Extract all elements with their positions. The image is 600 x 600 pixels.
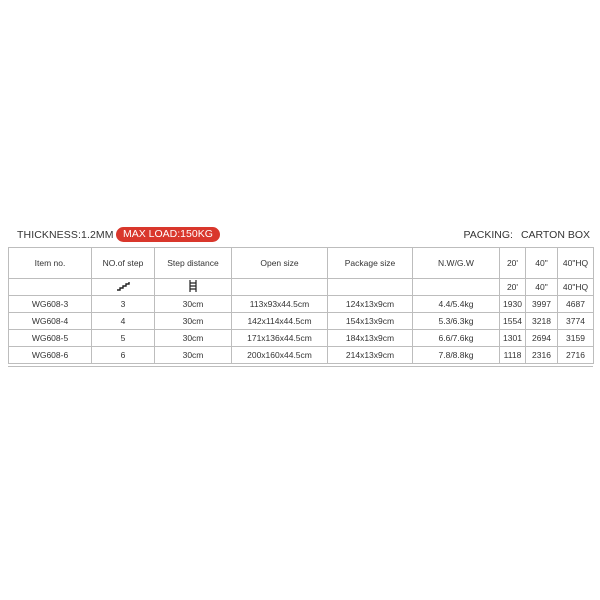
- icon-row-cell: 20': [500, 279, 526, 296]
- divider: [8, 366, 593, 367]
- table-row: [9, 313, 594, 330]
- header-cell: N.W/G.W: [413, 248, 500, 279]
- table-icon-row: [9, 279, 594, 296]
- table-cell: 2316: [526, 347, 558, 364]
- table-cell: WG608-3: [9, 296, 92, 313]
- table-cell: WG608-4: [9, 313, 92, 330]
- table-cell: 30cm: [155, 296, 232, 313]
- table-cell: 3218: [526, 313, 558, 330]
- table-row: [9, 330, 594, 347]
- table-cell: 171x136x44.5cm: [232, 330, 328, 347]
- table-cell: 7.8/8.8kg: [413, 347, 500, 364]
- table-cell: 6: [92, 347, 155, 364]
- table-header-row: [9, 248, 594, 279]
- stairs-cell: [92, 279, 155, 296]
- max-load-badge: MAX LOAD:150KG: [116, 227, 220, 242]
- ladder-icon: [188, 280, 198, 292]
- thickness-label: THICKNESS:1.2MM: [17, 229, 114, 241]
- table-cell: 124x13x9cm: [328, 296, 413, 313]
- table-cell: WG608-5: [9, 330, 92, 347]
- table-cell: 30cm: [155, 313, 232, 330]
- table-cell: 1930: [500, 296, 526, 313]
- table-cell: 5: [92, 330, 155, 347]
- empty-cell: [328, 279, 413, 296]
- icon-row-cell: 40"HQ: [558, 279, 594, 296]
- table-row: [9, 296, 594, 313]
- table-cell: 2716: [558, 347, 594, 364]
- icon-row-cell: 40": [526, 279, 558, 296]
- table-cell: 4: [92, 313, 155, 330]
- table-cell: 3774: [558, 313, 594, 330]
- table-cell: WG608-6: [9, 347, 92, 364]
- table-cell: 3159: [558, 330, 594, 347]
- table-cell: 214x13x9cm: [328, 347, 413, 364]
- table-cell: 3997: [526, 296, 558, 313]
- table-cell: 5.3/6.3kg: [413, 313, 500, 330]
- table-cell: 184x13x9cm: [328, 330, 413, 347]
- table-cell: 1554: [500, 313, 526, 330]
- empty-cell: [9, 279, 92, 296]
- empty-cell: [232, 279, 328, 296]
- table-cell: 154x13x9cm: [328, 313, 413, 330]
- table-cell: 30cm: [155, 330, 232, 347]
- table-cell: 4687: [558, 296, 594, 313]
- spec-table: [8, 247, 594, 364]
- header-cell: Step distance: [155, 248, 232, 279]
- header-cell: NO.of step: [92, 248, 155, 279]
- packing-value: CARTON BOX: [520, 229, 590, 241]
- packing-title: PACKING:: [463, 229, 513, 241]
- header-cell: 20': [500, 248, 526, 279]
- empty-cell: [413, 279, 500, 296]
- header-cell: Open size: [232, 248, 328, 279]
- table-cell: 113x93x44.5cm: [232, 296, 328, 313]
- table-cell: 3: [92, 296, 155, 313]
- packing-label: [464, 229, 590, 241]
- table-cell: 1301: [500, 330, 526, 347]
- header-cell: Package size: [328, 248, 413, 279]
- spec-header: [8, 227, 592, 245]
- table-cell: 2694: [526, 330, 558, 347]
- header-cell: Item no.: [9, 248, 92, 279]
- table-cell: 4.4/5.4kg: [413, 296, 500, 313]
- table-row: [9, 347, 594, 364]
- table-cell: 30cm: [155, 347, 232, 364]
- table-cell: 6.6/7.6kg: [413, 330, 500, 347]
- stairs-icon: [116, 281, 130, 291]
- table-cell: 1118: [500, 347, 526, 364]
- table-cell: 142x114x44.5cm: [232, 313, 328, 330]
- ladder-cell: [155, 279, 232, 296]
- table-cell: 200x160x44.5cm: [232, 347, 328, 364]
- header-cell: 40"HQ: [558, 248, 594, 279]
- header-cell: 40": [526, 248, 558, 279]
